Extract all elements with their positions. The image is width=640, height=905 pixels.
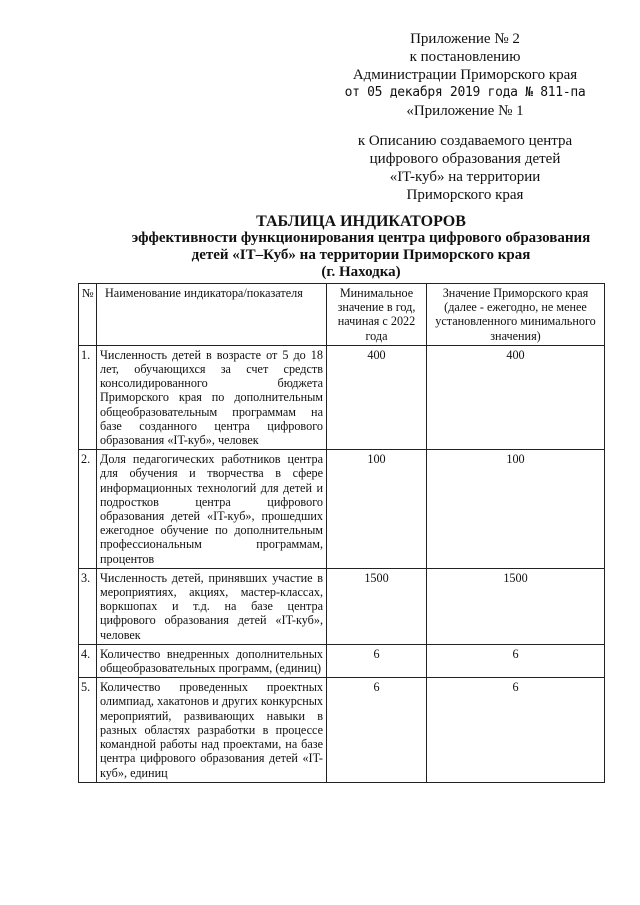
header-number: № — [79, 284, 97, 346]
resolution-ref: к постановлению — [409, 49, 521, 65]
description-ref: к Описанию создаваемого центра — [357, 133, 573, 149]
row-min-value: 1500 — [327, 568, 427, 644]
resolution-date: от 05 декабря 2019 года № 811-па — [344, 85, 586, 100]
table-row — [79, 345, 605, 449]
table-header-row — [79, 284, 605, 346]
appendix-header — [330, 30, 600, 204]
row-min-value: 100 — [327, 450, 427, 569]
appendix-one: «Приложение № 1 — [406, 103, 524, 119]
title-sub-1: эффективности функционирования центра цифрового образования — [131, 230, 591, 246]
row-indicator: Доля педагогических работников центра для обучения и творчества в сфере информационных технологий для детей и подростков центра цифрового образования детей «IT-куб», прошедших ежегодное обучение по дополнительным профессиональным программам, процентов — [97, 450, 327, 569]
document-title — [96, 213, 626, 281]
row-indicator: Количество проведенных проектных олимпиад, хакатонов и других конкурсных мероприятий, развивающих навыки в разных областях разработки в процессе командной работы над проектами, на базе центра цифрового образования детей «IT-куб», единиц — [97, 678, 327, 782]
table-row — [79, 644, 605, 677]
description-ref-3: «IT-куб» на территории — [389, 169, 541, 185]
title-city: (г. Находка) — [321, 264, 401, 280]
table-row — [79, 568, 605, 644]
row-indicator: Численность детей в возрасте от 5 до 18 лет, обучающихся за счет средств консолидированного бюджета Приморского края по дополнительным общеобразовательным программам на базе созданного центра цифрового образования «IT-куб», человек — [97, 345, 327, 449]
row-region-value: 400 — [427, 345, 605, 449]
row-region-value: 6 — [427, 678, 605, 782]
row-number: 3. — [79, 568, 97, 644]
table-row — [79, 450, 605, 569]
row-region-value: 100 — [427, 450, 605, 569]
row-indicator: Численность детей, принявших участие в мероприятиях, акциях, мастер-классах, воркшопах и т.д. на базе центра цифрового образования детей «IT-куб», человек — [97, 568, 327, 644]
indicators-table — [78, 283, 605, 783]
row-indicator: Количество внедренных дополнительных общеобразовательных программ, (единиц) — [97, 644, 327, 677]
header-min-value: Минимальное значение в год, начиная с 2022 года — [327, 284, 427, 346]
row-number: 4. — [79, 644, 97, 677]
appendix-number: Приложение № 2 — [410, 31, 520, 47]
row-region-value: 6 — [427, 644, 605, 677]
title-main: ТАБЛИЦА ИНДИКАТОРОВ — [256, 213, 466, 230]
row-number: 5. — [79, 678, 97, 782]
row-min-value: 6 — [327, 678, 427, 782]
row-number: 1. — [79, 345, 97, 449]
header-region-value: Значение Приморского края (далее - ежегодно, не менее установленного минимального значения) — [427, 284, 605, 346]
row-number: 2. — [79, 450, 97, 569]
administration-name: Администрации Приморского края — [352, 67, 578, 83]
row-min-value: 6 — [327, 644, 427, 677]
description-ref-2: цифрового образования детей — [369, 151, 561, 167]
header-indicator: Наименование индикатора/показателя — [97, 284, 327, 346]
description-ref-4: Приморского края — [406, 187, 524, 203]
row-region-value: 1500 — [427, 568, 605, 644]
table-row — [79, 678, 605, 782]
row-min-value: 400 — [327, 345, 427, 449]
title-sub-2: детей «IT–Куб» на территории Приморского края — [191, 247, 531, 263]
